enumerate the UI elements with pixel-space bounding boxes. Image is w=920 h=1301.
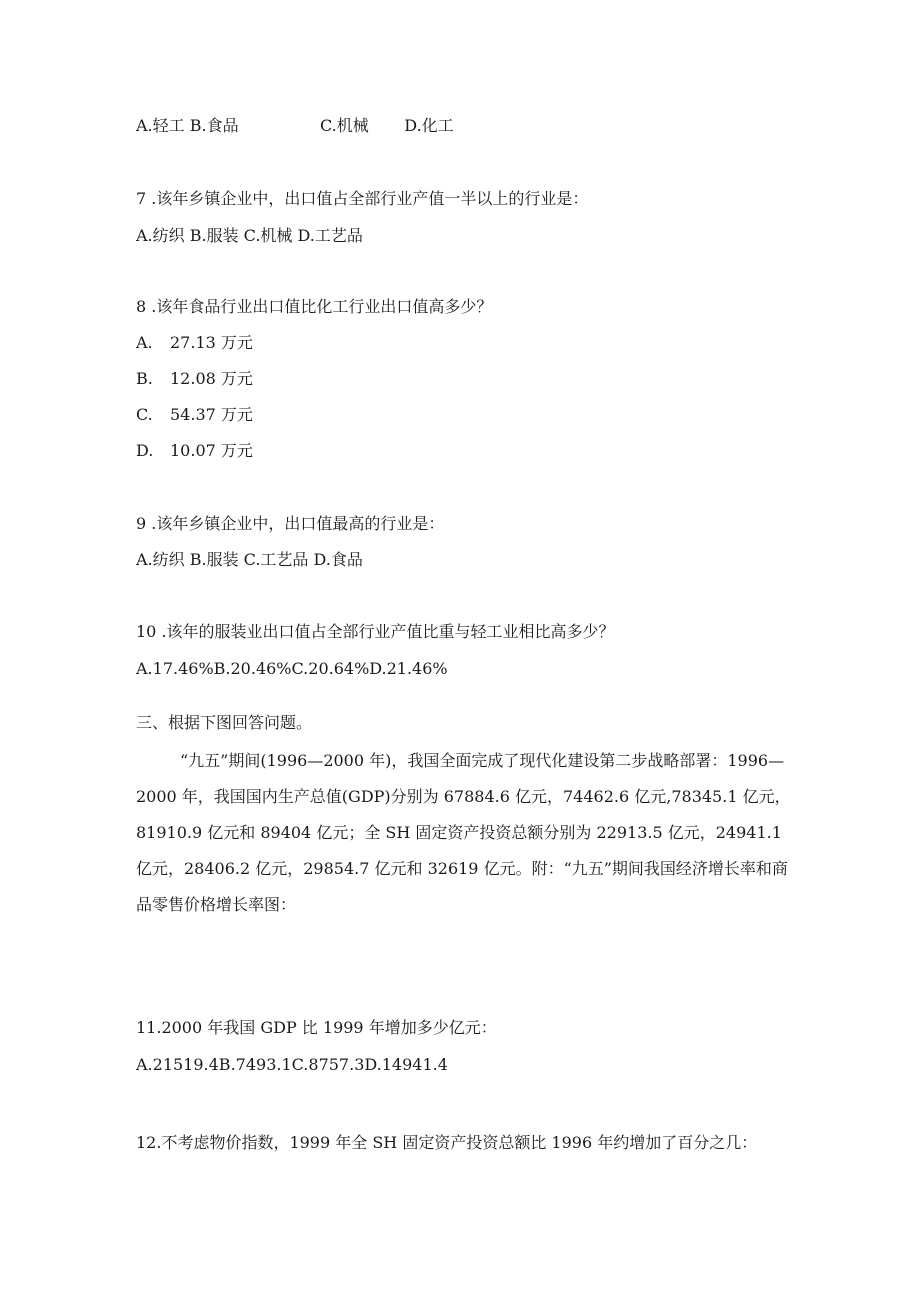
q11-question: 11.2000 年我国 GDP 比 1999 年增加多少亿元： [136,1018,497,1037]
q8-option-d [136,440,253,462]
q8-option-c [136,404,253,426]
q7-options: A.纺织 B.服装 C.机械 D.工艺品 [136,226,363,245]
option-letter: B. [136,369,153,388]
section3-heading: 三、根据下图回答问题。 [136,713,313,732]
q9-options: A.纺织 B.服装 C.工艺品 D.食品 [136,550,363,569]
option-text: 12.08 万元 [170,369,253,388]
option-letter: D. [136,441,154,460]
q10-question: 10 .该年的服装业出口值占全部行业产值比重与轻工业相比高多少？ [136,622,615,641]
q7-question: 7 .该年乡镇企业中，出口值占全部行业产值一半以上的行业是： [136,189,589,208]
option-text: 27.13 万元 [170,333,253,352]
q10-options: A.17.46%B.20.46%C.20.64%D.21.46% [136,659,448,678]
option-letter: A. [136,333,153,352]
q9-question: 9 .该年乡镇企业中，出口值最高的行业是： [136,514,445,533]
q12-question: 12.不考虑物价指数，1999 年全 SH 固定资产投资总额比 1996 年约增加了百分之几： [136,1133,758,1152]
q8-option-a [136,332,253,354]
option-letter: C. [136,405,153,424]
option-text: 54.37 万元 [170,405,253,424]
q8-option-b [136,368,253,390]
q6-options: A.轻工 B.食品 C.机械 D.化工 [136,116,454,135]
q8-question: 8 .该年食品行业出口值比化工行业出口值高多少？ [136,297,493,316]
section3-paragraph: “九五”期间(1996—2000 年)，我国全面完成了现代化建设第二步战略部署：1996—2000 年，我国国内生产总值(GDP)分别为 67884.6 亿元，74462.6 亿元,78345.1 亿元，81910.9 亿元和 89404 亿元；全 SH 固定资产投资总额分别为 22913.5 亿元，24941.1 亿元，28406.2 亿元，29854.7 亿元和 32619 亿元。附：“九五”期间我国经济增长率和商品零售价格增长率图： [136,751,791,914]
option-text: 10.07 万元 [170,441,253,460]
q11-options: A.21519.4B.7493.1C.8757.3D.14941.4 [136,1055,448,1074]
